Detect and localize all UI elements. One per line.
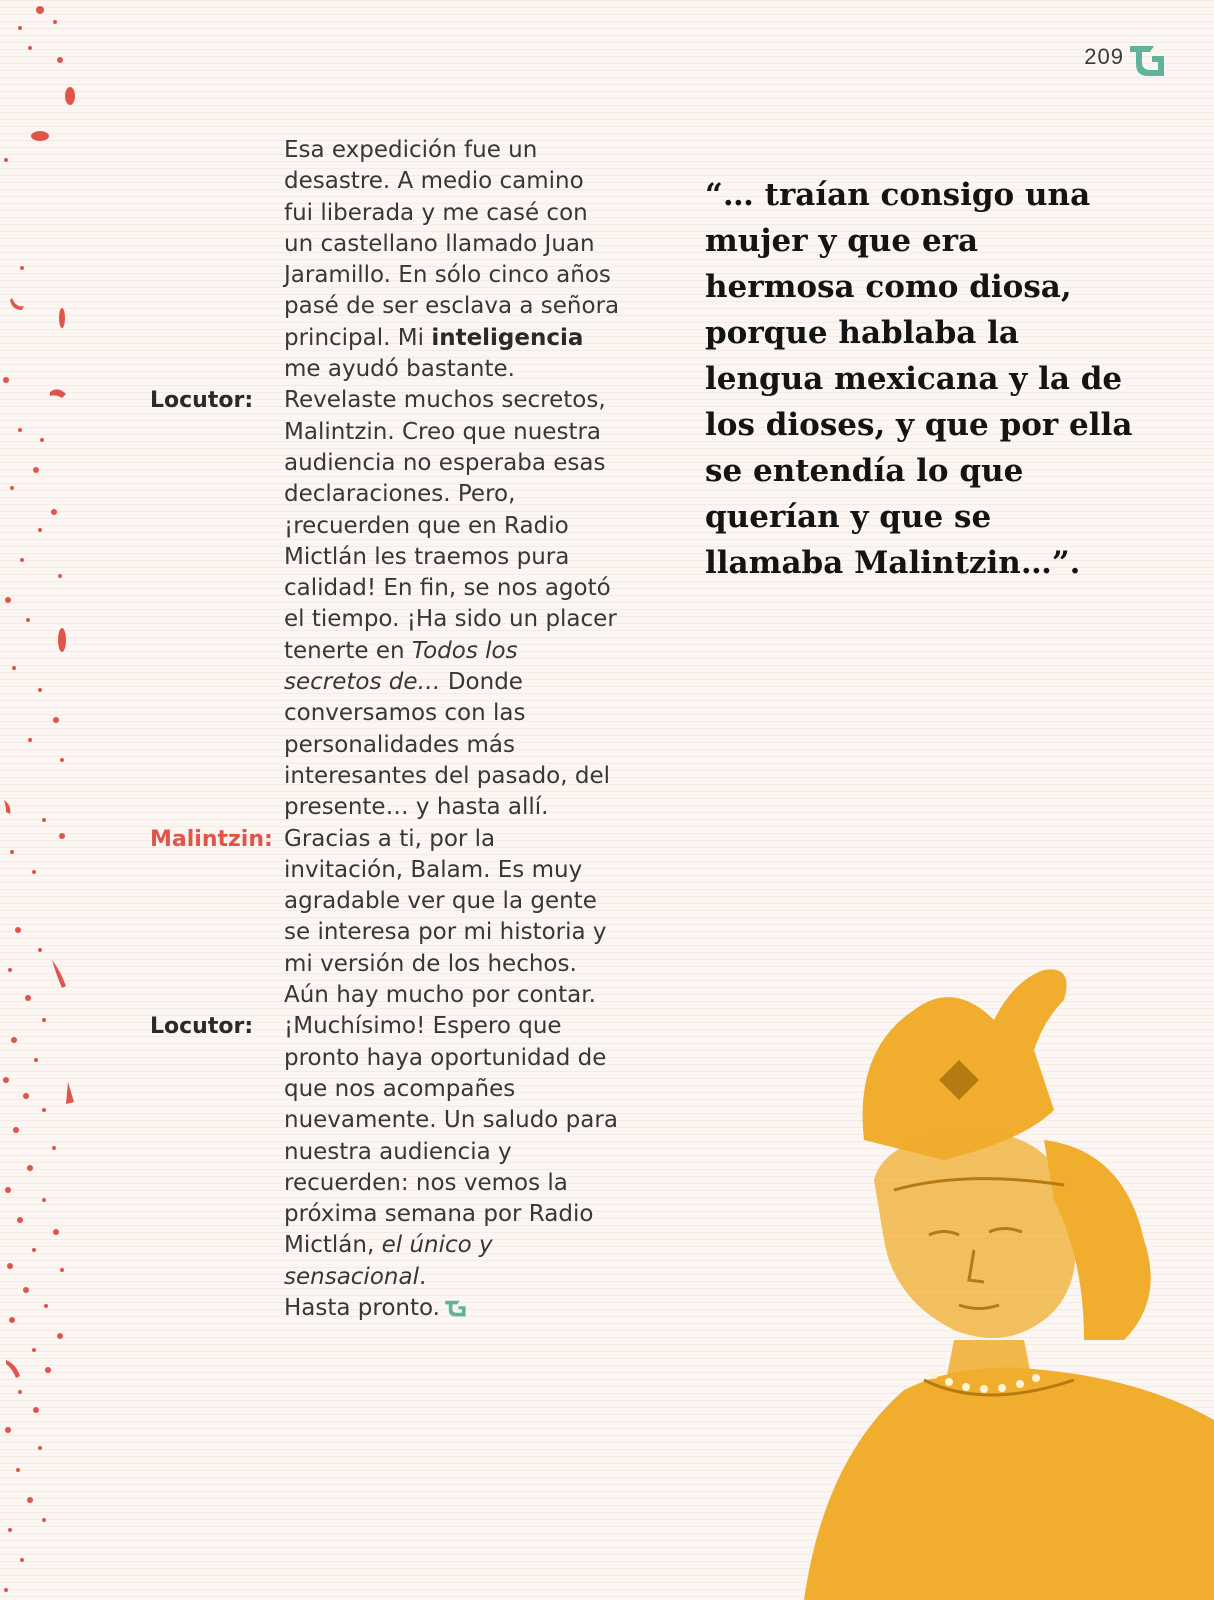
bold-word: inteligencia	[431, 324, 584, 351]
italic-phrase: el único y sensacional	[284, 1232, 493, 1290]
speaker-label: Locutor:	[150, 388, 254, 414]
intro-end-text: me ayudó bastante.	[284, 356, 515, 383]
dialogue-intro	[150, 135, 620, 385]
dialogue-text	[284, 1011, 620, 1324]
dialogue-malintzin	[150, 824, 620, 1012]
dialogue-column	[150, 135, 620, 1324]
dialogue-text: Gracias a ti, por la invitación, Balam. Es muy agradable ver que la gente se interesa por mi historia y mi versión de los hechos. Aún hay mucho por contar.	[284, 825, 607, 1009]
locutor2-text: ¡Muchísimo! Espero que pronto haya oportunidad de que nos acompañes nuevamente. Un saludo para nuestra audiencia y recuerden: nos vemos la próxima semana por Radio Mictlán,	[284, 1013, 618, 1259]
locutor2-period: .	[418, 1263, 427, 1290]
red-splatter-decoration	[0, 0, 90, 1600]
locutor1-text-end: Donde conversamos con las personalidades más interesantes del pasado, del presente… y hasta allí.	[284, 669, 611, 821]
speaker-label: Malintzin:	[150, 826, 273, 852]
book-logo-icon	[1128, 40, 1168, 80]
show-title: Todos los secretos de…	[284, 637, 518, 696]
dialogue-locutor-1	[150, 385, 620, 823]
historical-quote: “… traían consigo una mujer y que era hermosa como diosa, porque hablaba la lengua mexicana y la de los dioses, y que por ella se entendía lo que querían y que se llamaba Malintzin…”.	[705, 177, 1133, 581]
dialogue-text	[284, 135, 620, 385]
closing-text: Hasta pronto.	[284, 1294, 440, 1321]
malintzin-portrait-illustration	[744, 960, 1214, 1600]
dialogue-text	[284, 385, 620, 823]
dialogue-locutor-2	[150, 1011, 620, 1324]
speaker-label: Locutor:	[150, 1014, 254, 1040]
speaker-empty	[150, 135, 284, 385]
page-number: 209	[1084, 44, 1124, 69]
locutor1-text: Revelaste muchos secretos, Malintzin. Creo que nuestra audiencia no esperaba esas declaraciones. Pero, ¡recuerden que en Radio Mictlán les traemos pura calidad! En fin, se nos agotó el tiempo. ¡Ha sido un placer tenerte en	[284, 387, 617, 664]
end-mark-icon	[444, 1298, 468, 1318]
intro-text: Esa expedición fue un desastre. A medio camino fui liberada y me casé con un castellano llamado Juan Jaramillo. En sólo cinco años pasé de ser esclava a señora principal. Mi	[284, 137, 620, 351]
